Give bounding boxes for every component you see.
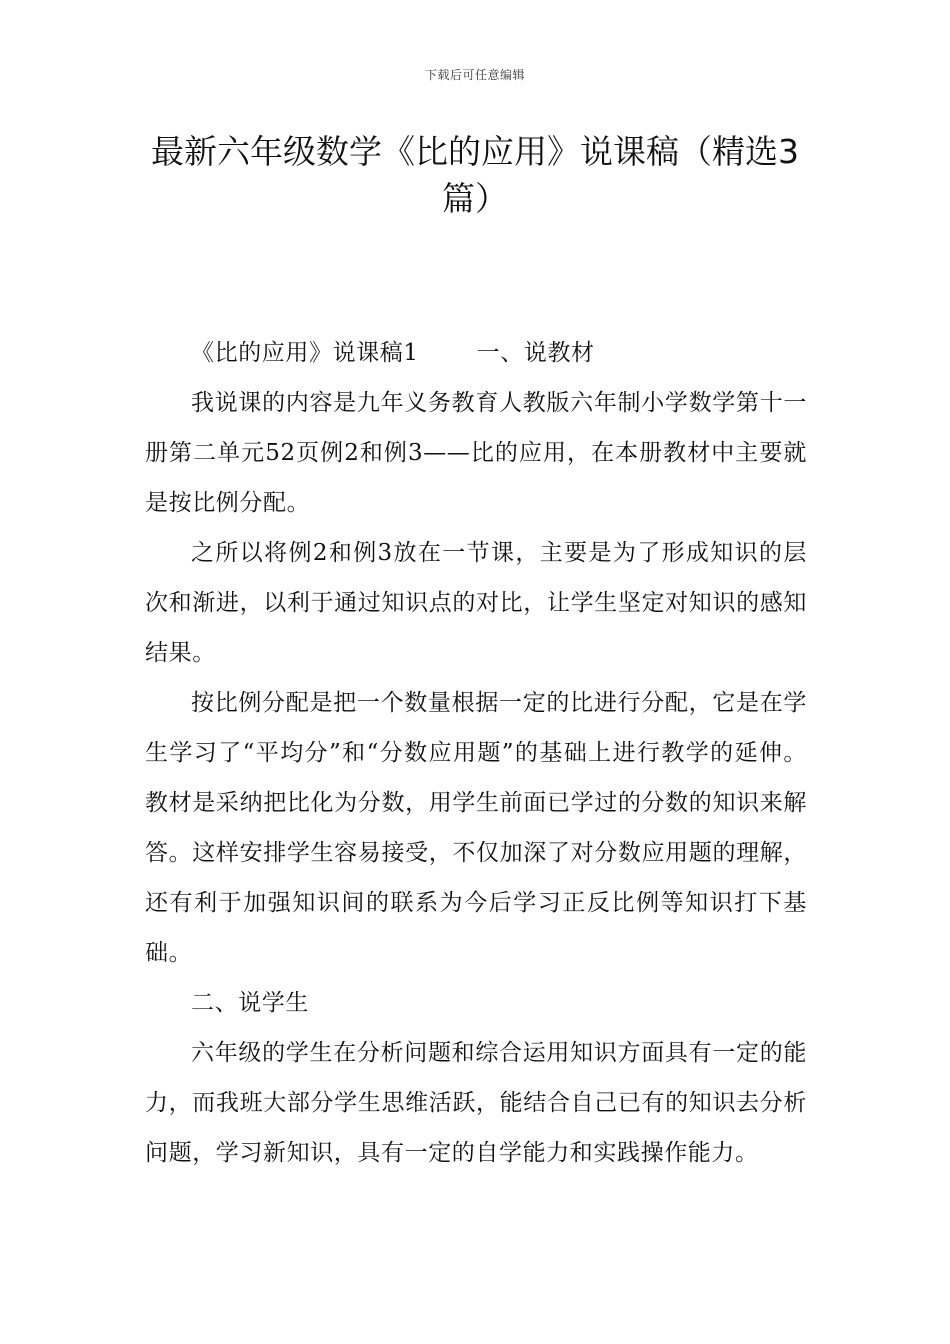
document-body [145,328,807,1178]
header-note: 下载后可任意编辑 [424,68,525,82]
section-heading: 《比的应用》说课稿1 [191,340,419,366]
paragraph: 六年级的学生在分析问题和综合运用知识方面具有一定的能力，而我班大部分学生思维活跃，能结合自己已有的知识去分析问题，学习新知识，具有一定的自学能力和实践操作能力。 [145,1040,807,1166]
paragraph: 按比例分配是把一个数量根据一定的比进行分配，它是在学生学习了“平均分”和“分数应用题”的基础上进行教学的延伸。教材是采纳把比化为分数，用学生前面已学过的分数的知识来解答。这样安排学生容易接受，不仅加深了对分数应用题的理解，还有利于加强知识间的联系为今后学习正反比例等知识打下基础。 [145,690,807,966]
section-heading-line [145,328,807,378]
section-2-heading: 二、说学生 [191,990,309,1016]
paragraph: 我说课的内容是九年义务教育人教版六年制小学数学第十一册第二单元52页例2和例3——比的应用，在本册教材中主要就是按比例分配。 [145,390,807,516]
document-title: 最新六年级数学《比的应用》说课稿（精选3篇） [151,132,799,218]
section-1-heading: 一、说教材 [476,340,595,366]
paragraph: 之所以将例2和例3放在一节课，主要是为了形成知识的层次和渐进，以利于通过知识点的对比，让学生坚定对知识的感知结果。 [145,540,807,666]
